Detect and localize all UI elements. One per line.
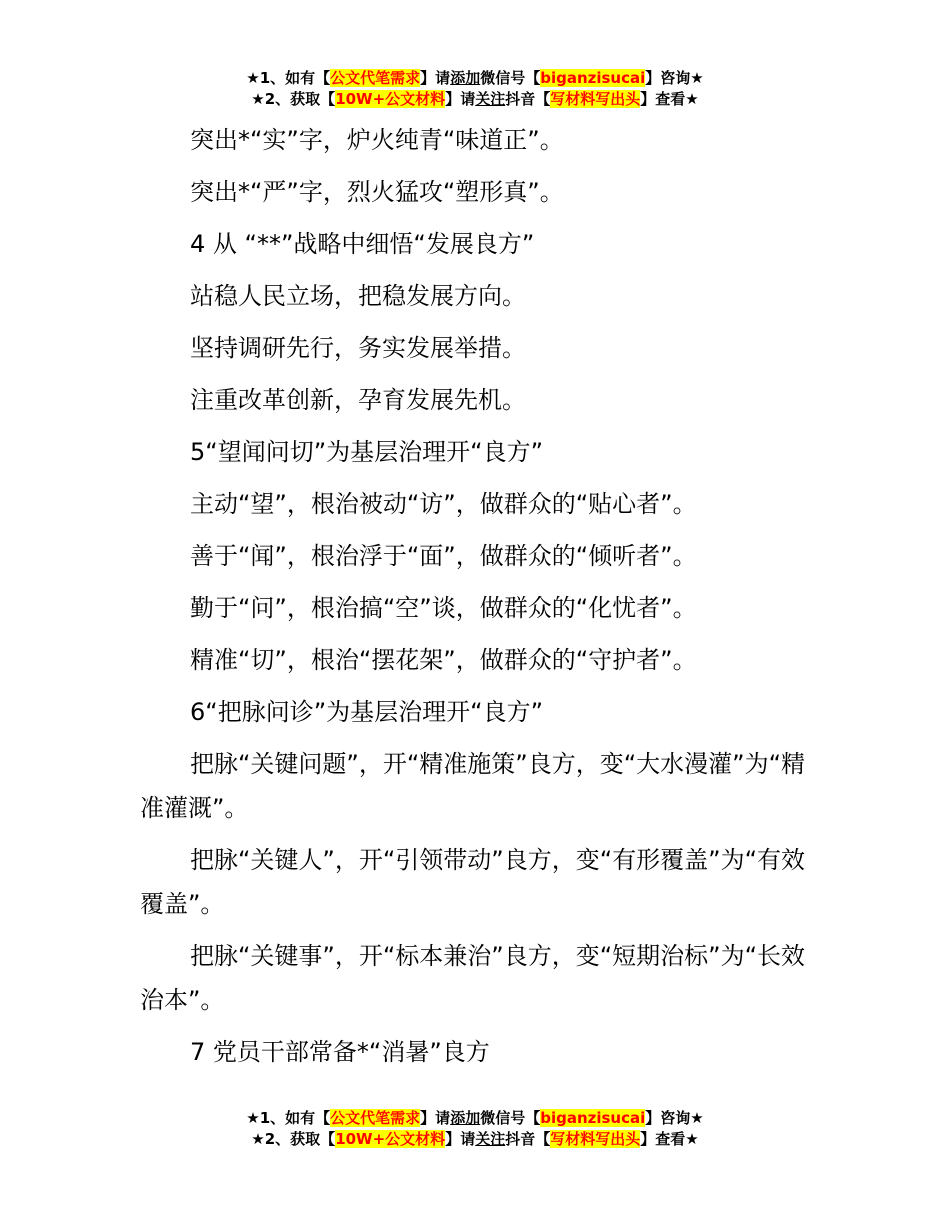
highlight-douyin: 写材料写出头: [550, 90, 641, 108]
paragraph: 把脉“关键事”，开“标本兼治”良方，变“短期治标”为“长效治本”。: [140, 942, 806, 1014]
highlight-wechat-id: biganzisucai: [540, 1109, 646, 1127]
paragraph: 站稳人民立场，把稳发展方向。: [190, 282, 526, 310]
footer-banner: [0, 1108, 950, 1150]
paragraph: 善于“闻”，根治浮于“面”，做群众的“倾听者”。: [190, 542, 697, 570]
highlight-ghost-writing: 公文代笔需求: [330, 69, 421, 87]
highlight-materials: 10W+公文材料: [335, 90, 446, 108]
paragraph: 主动“望”，根治被动“访”，做群众的“贴心者”。: [190, 490, 697, 518]
paragraph: 勤于“问”，根治搞“空”谈，做群众的“化忧者”。: [190, 594, 697, 622]
header-banner: [0, 68, 950, 110]
highlight-materials: 10W+公文材料: [335, 1130, 446, 1148]
section-heading: 7 党员干部常备*“消暑”良方: [190, 1038, 490, 1066]
highlight-ghost-writing: 公文代笔需求: [330, 1109, 421, 1127]
section-heading: 4 从 “**”战略中细悟“发展良方”: [190, 230, 535, 258]
banner-line-1: ★1、如有【公文代笔需求】请添加微信号【biganzisucai】咨询★: [246, 69, 704, 87]
banner-line-2: ★2、获取【10W+公文材料】请关注抖音【写材料写出头】查看★: [251, 90, 699, 108]
section-heading: 6“把脉问诊”为基层治理开“良方”: [190, 698, 544, 726]
paragraph: 把脉“关键人”，开“引领带动”良方，变“有形覆盖”为“有效覆盖”。: [140, 846, 806, 918]
paragraph: 突出*“严”字，烈火猛攻“塑形真”。: [190, 178, 564, 206]
paragraph: 突出*“实”字，炉火纯青“味道正”。: [190, 126, 564, 154]
paragraph: 把脉“关键问题”，开“精准施策”良方，变“大水漫灌”为“精准灌溉”。: [140, 750, 806, 822]
highlight-douyin: 写材料写出头: [550, 1130, 641, 1148]
banner-line-2: ★2、获取【10W+公文材料】请关注抖音【写材料写出头】查看★: [251, 1130, 699, 1148]
banner-line-1: ★1、如有【公文代笔需求】请添加微信号【biganzisucai】咨询★: [246, 1109, 704, 1127]
paragraph: 坚持调研先行，务实发展举措。: [190, 334, 526, 362]
section-heading: 5“望闻问切”为基层治理开“良方”: [190, 438, 544, 466]
document-body: [140, 118, 820, 1082]
highlight-wechat-id: biganzisucai: [540, 69, 646, 87]
paragraph: 注重改革创新，孕育发展先机。: [190, 386, 526, 414]
paragraph: 精准“切”，根治“摆花架”，做群众的“守护者”。: [190, 646, 697, 674]
